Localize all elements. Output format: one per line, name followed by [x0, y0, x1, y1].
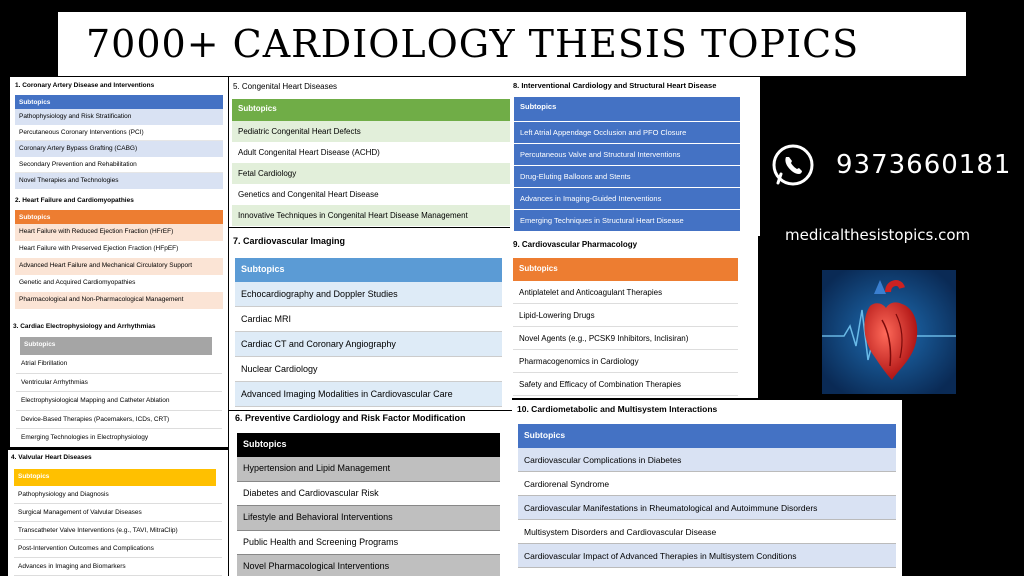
topic-row: Public Health and Screening Programs — [237, 531, 500, 556]
topic-row: Drug-Eluting Balloons and Stents — [514, 165, 740, 187]
topic-row: Advanced Imaging Modalities in Cardiovascular Care — [235, 382, 502, 407]
topic-row: Emerging Technologies in Electrophysiology — [16, 429, 222, 447]
topic-row: Hypertension and Lipid Management — [237, 457, 500, 482]
subtopics-header: Subtopics — [237, 433, 500, 457]
topic-row: Safety and Efficacy of Combination Therapies — [513, 373, 738, 396]
topic-row: Heart Failure with Reduced Ejection Fraction (HFrEF) — [15, 224, 223, 241]
section-heading: 7. Cardiovascular Imaging — [233, 236, 346, 246]
topic-row: Genetic and Acquired Cardiomyopathies — [15, 275, 223, 292]
section-coronary-artery-disease — [10, 77, 228, 192]
topic-row: Genetics and Congenital Heart Disease — [232, 184, 511, 205]
subtopics-header: Subtopics — [514, 97, 740, 121]
topic-row: Coronary Artery Bypass Grafting (CABG) — [15, 141, 223, 157]
phone-number[interactable]: 9373660181 — [836, 150, 1012, 180]
topic-row: Pharmacogenomics in Cardiology — [513, 350, 738, 373]
topic-row: Fetal Cardiology — [232, 163, 511, 184]
topic-row: Pathophysiology and Diagnosis — [14, 486, 222, 504]
section-cardiovascular-imaging — [229, 228, 512, 410]
topic-row: Cardiorenal Syndrome — [518, 472, 896, 496]
topic-row: Lifestyle and Behavioral Interventions — [237, 506, 500, 531]
topic-row: Pediatric Congenital Heart Defects — [232, 121, 511, 142]
topic-row: Atrial Fibrillation — [16, 355, 222, 374]
topic-row: Advances in Imaging and Biomarkers — [14, 558, 222, 576]
topic-row: Lipid-Lowering Drugs — [513, 304, 738, 327]
topic-row: Percutaneous Coronary Interventions (PCI) — [15, 125, 223, 141]
section-interventional-cardiology — [510, 77, 760, 236]
subtopics-header: Subtopics — [15, 210, 223, 224]
section-cardiovascular-pharmacology — [510, 236, 758, 398]
topic-row: Advanced Heart Failure and Mechanical Circulatory Support — [15, 258, 223, 275]
subtopics-header: Subtopics — [232, 99, 511, 121]
topic-row: Cardiovascular Impact of Advanced Therapies in Multisystem Conditions — [518, 544, 896, 568]
heart-illustration — [822, 270, 956, 394]
section-cardiometabolic — [512, 400, 902, 576]
topic-row: Device-Based Therapies (Pacemakers, ICDs, CRT) — [16, 411, 222, 430]
topic-row: Emerging Techniques in Structural Heart Disease — [514, 209, 740, 231]
topic-row: Secondary Prevention and Rehabilitation — [15, 157, 223, 173]
section-valvular-heart-diseases — [8, 450, 228, 576]
topic-row: Heart Failure with Preserved Ejection Fraction (HFpEF) — [15, 241, 223, 258]
page-title: 7000+ CARDIOLOGY THESIS TOPICS — [86, 22, 860, 66]
section-heading: 1. Coronary Artery Disease and Interventions — [15, 82, 155, 89]
section-heading: 9. Cardiovascular Pharmacology — [513, 240, 638, 249]
topic-row: Surgical Management of Valvular Diseases — [14, 504, 222, 522]
topic-row: Pathophysiology and Risk Stratification — [15, 109, 223, 125]
section-preventive-cardiology — [229, 411, 512, 576]
section-heading: 2. Heart Failure and Cardiomyopathies — [15, 197, 134, 204]
topic-row: Cardiac CT and Coronary Angiography — [235, 332, 502, 357]
whatsapp-phone-icon[interactable] — [770, 143, 816, 189]
topic-row: Cardiovascular Manifestations in Rheumatological and Autoimmune Disorders — [518, 496, 896, 520]
topic-row: Percutaneous Valve and Structural Interventions — [514, 143, 740, 165]
subtopics-header: Subtopics — [513, 258, 738, 281]
topic-row: Antiplatelet and Anticoagulant Therapies — [513, 281, 738, 304]
section-heading: 3. Cardiac Electrophysiology and Arrhythmias — [13, 323, 156, 330]
subtopics-header: Subtopics — [20, 337, 212, 355]
subtopics-header: Subtopics — [235, 258, 502, 282]
topic-row: Adult Congenital Heart Disease (ACHD) — [232, 142, 511, 163]
section-heading: 8. Interventional Cardiology and Structural Heart Disease — [513, 81, 717, 90]
topic-row: Novel Therapies and Technologies — [15, 173, 223, 189]
topic-row: Nuclear Cardiology — [235, 357, 502, 382]
topic-row: Transcatheter Valve Interventions (e.g., TAVI, MitraClip) — [14, 522, 222, 540]
topic-row: Novel Pharmacological Interventions — [237, 555, 500, 576]
section-heading: 10. Cardiometabolic and Multisystem Interactions — [517, 404, 718, 414]
topic-row: Novel Agents (e.g., PCSK9 Inhibitors, Inclisiran) — [513, 327, 738, 350]
section-heading: 6. Preventive Cardiology and Risk Factor Modification — [235, 413, 466, 423]
topic-row: Pharmacological and Non-Pharmacological Management — [15, 292, 223, 309]
topic-row: Left Atrial Appendage Occlusion and PFO Closure — [514, 121, 740, 143]
topic-row: Diabetes and Cardiovascular Risk — [237, 482, 500, 507]
section-electrophysiology — [10, 319, 228, 447]
topic-row: Cardiac MRI — [235, 307, 502, 332]
section-heading: 4. Valvular Heart Diseases — [11, 454, 92, 461]
subtopics-header: Subtopics — [15, 95, 223, 109]
topic-row: Cardiovascular Complications in Diabetes — [518, 448, 896, 472]
topic-row: Electrophysiological Mapping and Catheter Ablation — [16, 392, 222, 411]
section-congenital-heart-diseases — [229, 77, 512, 227]
topic-row: Post-Intervention Outcomes and Complications — [14, 540, 222, 558]
topic-row: Ventricular Arrhythmias — [16, 374, 222, 393]
subtopics-header: Subtopics — [14, 469, 216, 486]
topic-row: Advances in Imaging-Guided Interventions — [514, 187, 740, 209]
subtopics-header: Subtopics — [518, 424, 896, 448]
website-link[interactable]: medicalthesistopics.com — [785, 226, 971, 244]
topic-row: Innovative Techniques in Congenital Heart Disease Management — [232, 205, 511, 226]
title-banner — [58, 12, 966, 76]
section-heading: 5. Congenital Heart Diseases — [233, 82, 338, 91]
topic-row: Multisystem Disorders and Cardiovascular Disease — [518, 520, 896, 544]
topic-row: Echocardiography and Doppler Studies — [235, 282, 502, 307]
section-heart-failure — [10, 192, 228, 319]
